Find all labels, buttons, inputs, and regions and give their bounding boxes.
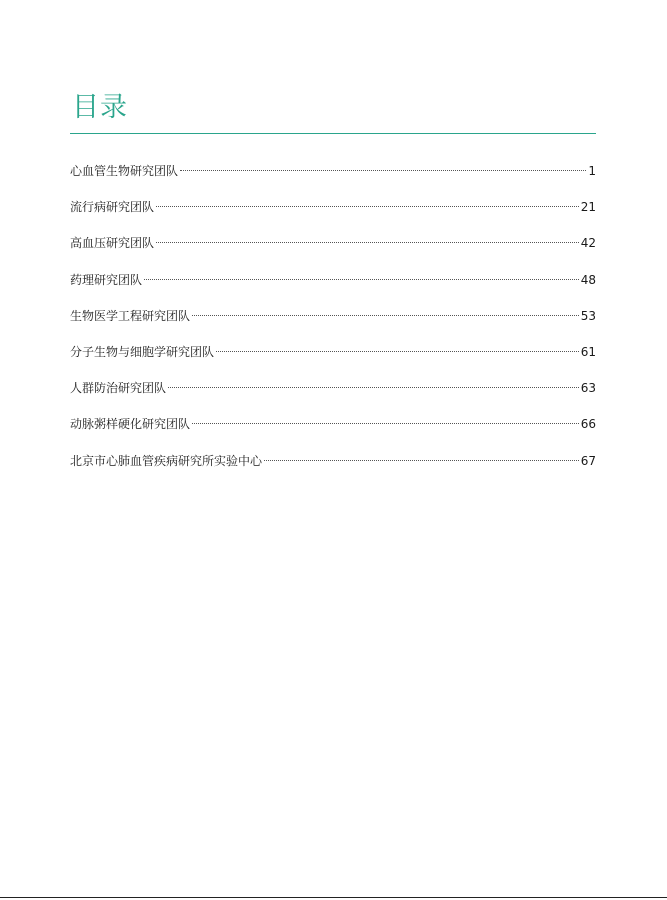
toc-entry[interactable] (70, 378, 596, 414)
toc-entry-page: 53 (580, 308, 596, 323)
toc-entry-label: 分子生物与细胞学研究团队 (70, 344, 215, 359)
dot-leader (180, 170, 586, 171)
page-title: 目录 (72, 92, 128, 123)
toc-entry-label: 流行病研究团队 (70, 200, 155, 215)
toc-entry[interactable] (70, 233, 596, 269)
toc-entry[interactable] (70, 306, 596, 342)
toc-entry[interactable] (70, 414, 596, 450)
title-divider (70, 133, 596, 134)
toc-entry-page: 66 (580, 417, 596, 432)
toc-entry[interactable] (70, 161, 596, 197)
toc-entry-label: 生物医学工程研究团队 (70, 308, 191, 323)
table-of-contents (70, 161, 596, 487)
dot-leader (168, 387, 579, 388)
dot-leader (144, 279, 579, 280)
toc-entry-page: 1 (588, 164, 596, 178)
toc-entry-label: 北京市心肺血管疾病研究所实验中心 (70, 453, 263, 468)
toc-entry-page: 21 (580, 200, 596, 215)
page-bottom-edge (0, 897, 667, 898)
dot-leader (192, 315, 579, 316)
dot-leader (264, 460, 579, 461)
dot-leader (156, 242, 579, 243)
toc-entry-page: 61 (580, 344, 596, 359)
toc-entry-page: 67 (580, 453, 596, 468)
toc-entry-page: 63 (580, 381, 596, 396)
dot-leader (216, 351, 579, 352)
toc-entry-label: 高血压研究团队 (70, 236, 155, 251)
toc-entry-label: 心血管生物研究团队 (70, 164, 179, 178)
toc-entry-label: 药理研究团队 (70, 272, 143, 287)
toc-entry-label: 人群防治研究团队 (70, 381, 167, 396)
toc-entry[interactable] (70, 197, 596, 233)
toc-entry-page: 42 (580, 236, 596, 251)
toc-entry[interactable] (70, 342, 596, 378)
dot-leader (156, 206, 579, 207)
toc-entry[interactable] (70, 451, 596, 487)
toc-entry-label: 动脉粥样硬化研究团队 (70, 417, 191, 432)
toc-entry[interactable] (70, 270, 596, 306)
dot-leader (192, 423, 579, 424)
toc-entry-page: 48 (580, 272, 596, 287)
